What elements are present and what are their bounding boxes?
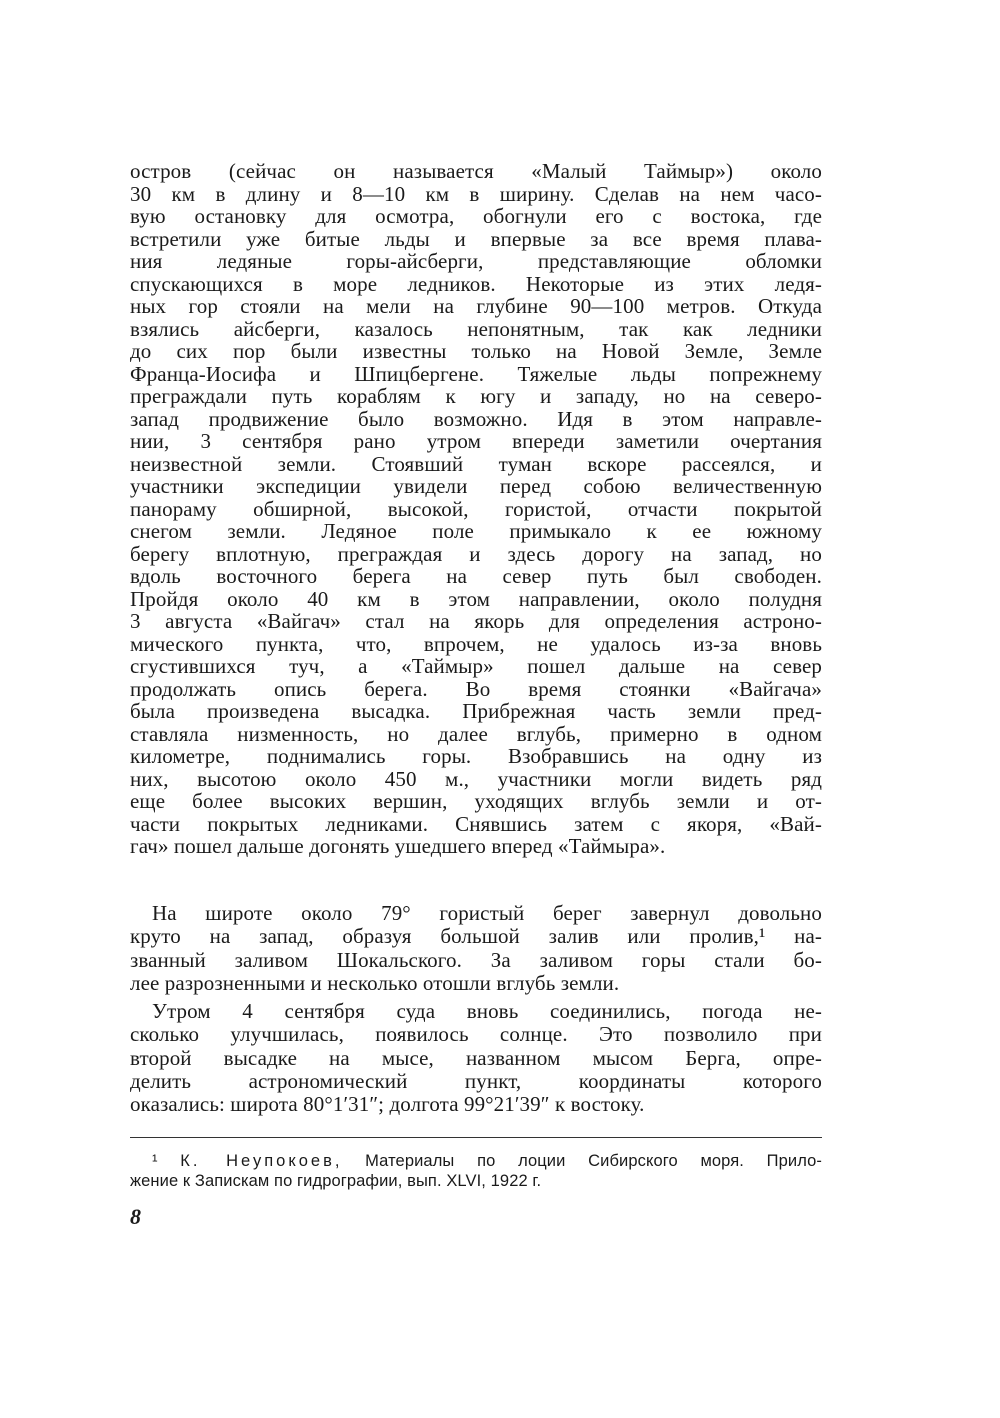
footnote-author: К. Неупокоев, xyxy=(180,1152,343,1170)
text-line: запад продвижение было возможно. Идя в этом направле- xyxy=(130,406,822,431)
text-line: сколько улучшилась, появилось солнце. Это позволило при xyxy=(130,1022,822,1047)
text-line: званный заливом Шокальского. За заливом горы стали бо- xyxy=(130,947,822,972)
text-line: части покрытых ледниками. Снявшись затем с якоря, «Вай- xyxy=(130,811,822,836)
text-line: километре, поднимались горы. Взобравшись на одну из xyxy=(130,744,822,768)
text-line: ставляла низменность, но далее вглубь, примерно в одном xyxy=(130,721,822,746)
text-line: спускающихся в море ледников. Некоторые из этих ледя- xyxy=(130,271,822,296)
text-line: Пройдя около 40 км в этом направлении, около полудня xyxy=(130,586,822,611)
text-line: нии, 3 сентября рано утром впереди заметили очертания xyxy=(130,429,822,453)
text-line: берегу вплотную, преграждая и здесь дорогу на запад, но xyxy=(130,541,822,566)
paragraph-3 xyxy=(130,1000,822,1116)
text-line: 3 августа «Вайгач» стал на якорь для определения астроно- xyxy=(130,609,822,633)
footnote-marker: ¹ xyxy=(152,1152,158,1170)
text-line: гач» пошел дальше догонять ушедшего вперед «Таймыра». xyxy=(130,834,666,858)
text-line: еще более высоких вершин, уходящих вглубь земли и от- xyxy=(130,789,822,813)
text-line: вую остановку для осмотра, обогнули его с востока, где xyxy=(130,204,822,228)
text-line: ния ледяные горы-айсберги, представляющие обломки xyxy=(130,249,822,273)
footnote xyxy=(130,1151,822,1191)
text-line: сгустившихся туч, а «Таймыр» пошел дальше на север xyxy=(130,654,822,678)
text-line: них, высотою около 450 м., участники могли видеть ряд xyxy=(130,766,822,791)
text-line: Франца-Иосифа и Шпицбергене. Тяжелые льды попрежнему xyxy=(130,361,822,386)
text-line: была произведена высадка. Прибрежная часть земли пред- xyxy=(130,699,822,723)
paragraph-1 xyxy=(130,160,822,858)
text-line: Утром 4 сентября суда вновь соединились, погода не- xyxy=(152,999,822,1023)
text-line: панораму обширной, высокой, гористой, отчасти покрытой xyxy=(130,496,822,521)
footnote-line-2: жение к Запискам по гидрографии, вып. XLVI, 1922 г. xyxy=(130,1172,542,1190)
text-line: преграждали путь кораблям к югу и западу, но на северо- xyxy=(130,384,822,408)
text-line: взялись айсберги, казалось непонятным, так как ледники xyxy=(130,316,822,341)
text-line: продолжать опись берега. Во время стоянки «Вайгача» xyxy=(130,676,822,701)
text-line: делить астрономический пункт, координаты которого xyxy=(130,1068,822,1093)
footnote-line-1 xyxy=(130,1151,822,1171)
text-line: мического пункта, что, впрочем, не удалось из-за вновь xyxy=(130,631,822,656)
text-line: встретили уже битые льды и впервые за все время плава- xyxy=(130,226,822,251)
text-line: лее разрозненными и несколько отошли вглубь земли. xyxy=(130,970,620,995)
text-line: ных гор стояли на мели на глубине 90—100 метров. Откуда xyxy=(130,294,822,318)
text-line: На широте около 79° гористый берег завернул довольно xyxy=(152,901,822,925)
text-line: оказались: широта 80°1′31″; долгота 99°21′39″ к востоку. xyxy=(130,1092,645,1117)
footnote-text: Материалы по лоции Сибирского моря. Прило- xyxy=(365,1152,822,1170)
text-line: участники экспедиции увидели перед собою величественную xyxy=(130,474,822,498)
text-line: круто на запад, образуя большой залив или пролив,¹ на- xyxy=(130,924,822,949)
page-number: 8 xyxy=(130,1204,141,1229)
text-line: до сих пор были известны только на Новой Земле, Земле xyxy=(130,339,822,363)
text-line: снегом земли. Ледяное поле примыкало к ее южному xyxy=(130,519,822,543)
paragraph-2 xyxy=(130,902,822,995)
text-line: остров (сейчас он называется «Малый Таймыр») около xyxy=(130,159,822,183)
text-line: вдоль восточного берега на север путь был свободен. xyxy=(130,564,822,588)
footnote-divider xyxy=(130,1137,822,1138)
text-line: неизвестной земли. Стоявший туман вскоре рассеялся, и xyxy=(130,451,822,476)
text-line: второй высадке на мысе, названном мысом Берга, опре- xyxy=(130,1045,822,1070)
text-line: 30 км в длину и 8—10 км в ширину. Сделав на нем часо- xyxy=(130,181,822,206)
